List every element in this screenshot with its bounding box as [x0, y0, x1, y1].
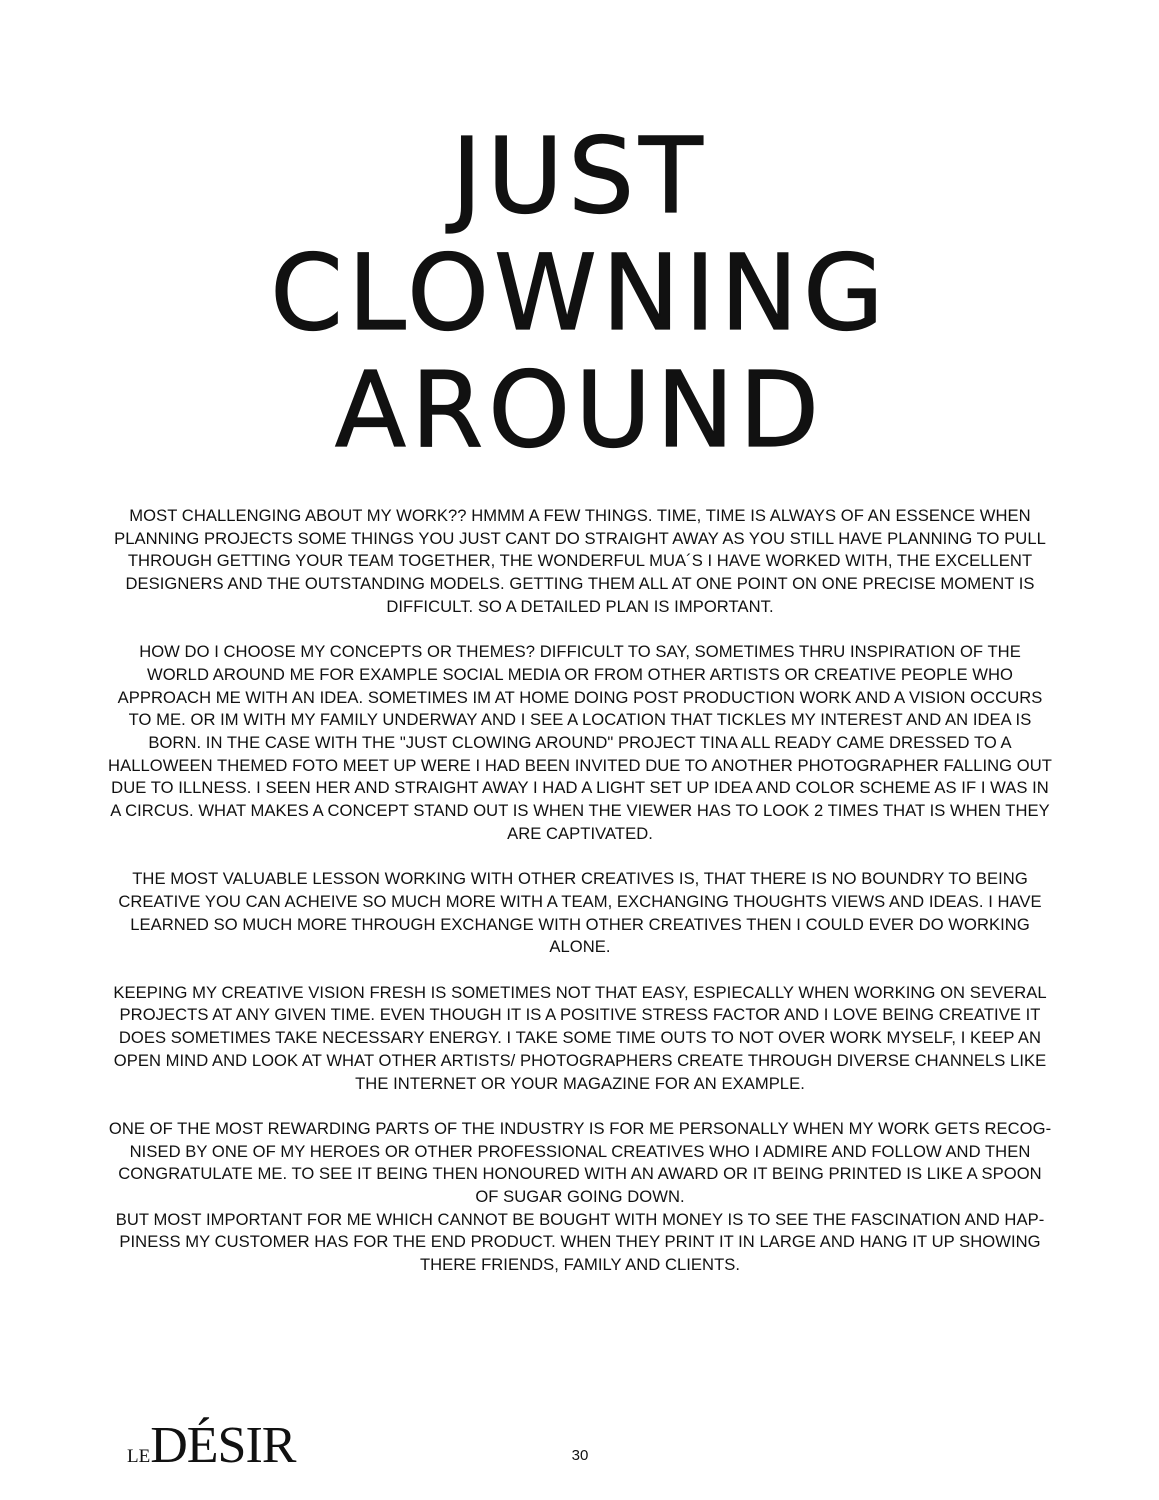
paragraph-rewarding: ONE OF THE MOST REWARDING PARTS OF THE INDUSTRY IS FOR ME PERSONALLY WHEN MY WORK GETS RECOGNISED BY ONE OF MY HEROES OR OTHER PROFESSIONAL CREATIVES WHO I ADMIRE AND FOLLOW AND THEN CONGRATULATE ME. TO SEE IT BEING THEN HONOURED WITH AN AWARD OR IT BEING PRINTED IS LIKE A SPOON OF SUGAR GOING DOWN. [108, 1118, 1052, 1207]
logo-name: DÉSIR [150, 1417, 296, 1474]
title-line-2: CLOWNING [270, 232, 889, 354]
logo-prefix: LE [127, 1446, 151, 1467]
paragraph-challenges: MOST CHALLENGING ABOUT MY WORK?? HMMM A FEW THINGS. TIME, TIME IS ALWAYS OF AN ESSENCE WHEN PLANNING PROJECTS SOME THINGS YOU JUST CANT DO STRAIGHT AWAY AS YOU STILL HAVE PLANNING TO PULL THROUGH GETTING YOUR TEAM TOGETHER, THE WONDERFUL MUA´S I HAVE WORKED WITH, THE EXCELLENT DESIGNERS AND THE OUTSTANDING MODELS. GETTING THEM ALL AT ONE POINT ON ONE PRECISE MOMENT IS DIFFICULT. SO A DETAILED PLAN IS IMPORTANT. [114, 506, 1046, 616]
title-line-3: AROUND [334, 349, 825, 471]
paragraph-lesson: THE MOST VALUABLE LESSON WORKING WITH OTHER CREATIVES IS, THAT THERE IS NO BOUNDRY TO BEING CREATIVE YOU CAN ACHEIVE SO MUCH MORE WITH A TEAM, EXCHANGING THOUGHTS VIEWS AND IDEAS. I HAVE LEARNED SO MUCH MORE THROUGH EXCHANGE WITH OTHER CREATIVES THEN I COULD EVER DO WORKING ALONE. [118, 869, 1042, 957]
page-number: 30 [571, 1447, 589, 1464]
article-body [108, 505, 1052, 1277]
title-line-1: JUST [451, 115, 708, 237]
paragraph-customer: BUT MOST IMPORTANT FOR ME WHICH CANNOT BE BOUGHT WITH MONEY IS TO SEE THE FASCINATION AND HAPPINESS MY CUSTOMER HAS FOR THE END PRODUCT. WHEN THEY PRINT IT IN LARGE AND HANG IT UP SHOWING THERE FRIENDS, FAMILY AND CLIENTS. [115, 1209, 1045, 1275]
paragraph-vision: KEEPING MY CREATIVE VISION FRESH IS SOMETIMES NOT THAT EASY, ESPIECALLY WHEN WORKING ON SEVERAL PROJECTS AT ANY GIVEN TIME. EVEN THOUGH IT IS A POSITIVE STRESS FACTOR AND I LOVE BEING CREATIVE IT DOES SOMETIMES TAKE NECESSARY ENERGY. I TAKE SOME TIME OUTS TO NOT OVER WORK MYSELF, I KEEP AN OPEN MIND AND LOOK AT WHAT OTHER ARTISTS/ PHOTOGRAPHERS CREATE THROUGH DIVERSE CHANNELS LIKE THE INTERNET OR YOUR MAGAZINE FOR AN EXAMPLE. [113, 982, 1047, 1093]
magazine-logo [127, 1417, 296, 1474]
article-title [0, 115, 1159, 471]
paragraph-concepts: HOW DO I CHOOSE MY CONCEPTS OR THEMES? DIFFICULT TO SAY, SOMETIMES THRU INSPIRATION OF THE WORLD AROUND ME FOR EXAMPLE SOCIAL MEDIA OR FROM OTHER ARTISTS OR CREATIVE PEOPLE WHO APPROACH ME WITH AN IDEA. SOMETIMES IM AT HOME DOING POST PRODUCTION WORK AND A VISION OCCURS TO ME. OR IM WITH MY FAMILY UNDERWAY AND I SEE A LOCATION THAT TICKLES MY INTEREST AND AN IDEA IS BORN. IN THE CASE WITH THE "JUST CLOWING AROUND" PROJECT TINA ALL READY CAME DRESSED TO A HALLOWEEN THEMED FOTO MEET UP WERE I HAD BEEN INVITED DUE TO ANOTHER PHOTOGRAPHER FALLING OUT DUE TO ILLNESS. I SEEN HER AND STRAIGHT AWAY I HAD A LIGHT SET UP IDEA AND COLOR SCHEME AS IF I WAS IN A CIRCUS. WHAT MAKES A CONCEPT STAND OUT IS WHEN THE VIEWER HAS TO LOOK 2 TIMES THAT IS WHEN THEY ARE CAPTIVATED. [108, 642, 1052, 843]
